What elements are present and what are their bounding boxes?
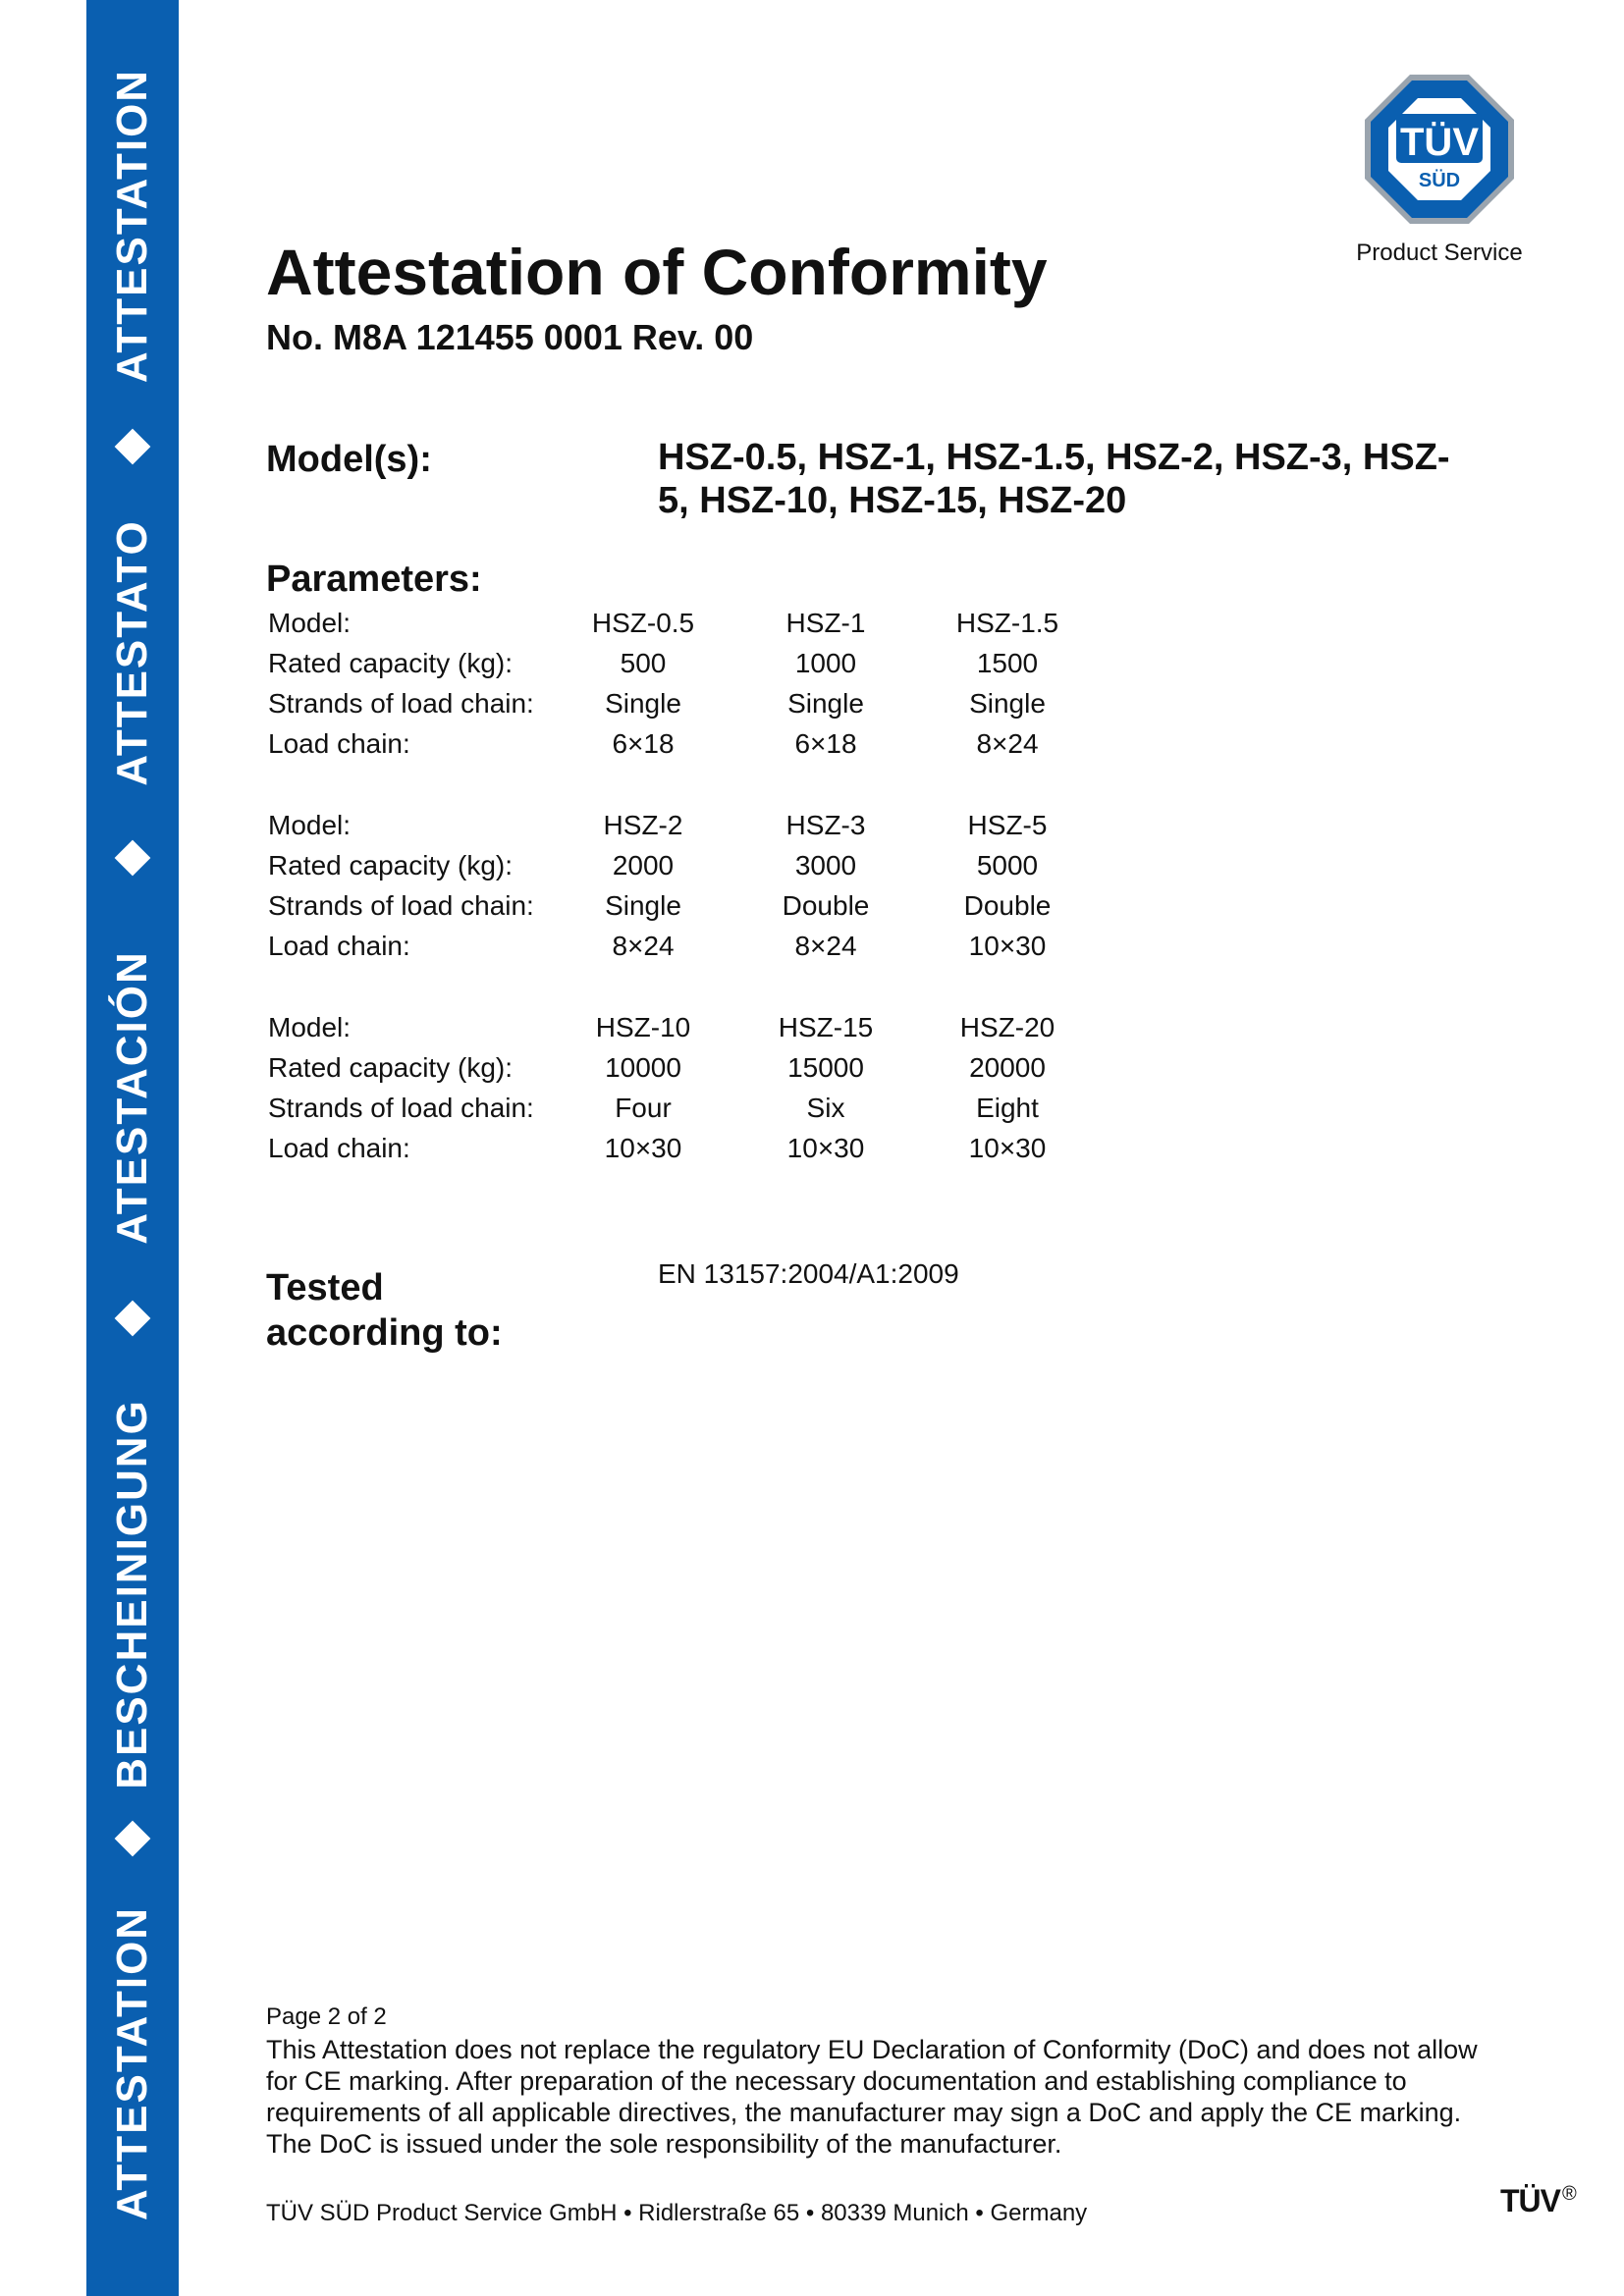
models-value-line-2: 5, HSZ-10, HSZ-15, HSZ-20 <box>658 480 1127 522</box>
param-label-chain: Load chain: <box>268 728 410 759</box>
param-row-strands <box>266 683 1169 723</box>
param-row-capacity <box>266 1047 1169 1088</box>
param-value: Four <box>615 1093 672 1123</box>
tested-label-line-2: according to: <box>266 1311 503 1354</box>
param-value: 500 <box>620 648 667 678</box>
param-value: 10×30 <box>968 1133 1047 1163</box>
banner-diamond <box>115 429 151 465</box>
param-value: 15000 <box>787 1052 864 1083</box>
parameter-group-1 <box>266 603 1169 764</box>
param-value: Single <box>969 688 1046 719</box>
tested-label-line-1: Tested <box>266 1267 384 1308</box>
param-value: 6×18 <box>794 728 857 759</box>
param-row-strands <box>266 1088 1169 1128</box>
param-value: Six <box>806 1093 845 1123</box>
param-value: HSZ-2 <box>603 810 683 840</box>
param-value: 2000 <box>612 850 675 881</box>
document-number: No. M8A 121455 0001 Rev. 00 <box>266 317 754 357</box>
logo-caption: Product Service <box>1356 240 1523 266</box>
param-value: HSZ-20 <box>959 1012 1056 1042</box>
disclaimer-text: This Attestation does not replace the regulatory EU Declaration of Conformity (DoC) and does not allow for CE marking. After preparation of the necessary documentation and establishing compliance to requirements of all applicable directives, the manufacturer may sign a DoC and apply the CE marking. The DoC is issued under the sole responsibility of the manufacturer. <box>266 2035 1478 2159</box>
param-value: Single <box>787 688 864 719</box>
param-value: 10000 <box>605 1052 681 1083</box>
banner-text-bescheinigung: BESCHEINIGUNG <box>108 1399 156 1789</box>
param-value: HSZ-0.5 <box>591 608 695 638</box>
parameter-group-3 <box>266 1007 1169 1168</box>
param-value: 1500 <box>976 648 1039 678</box>
parameters-label: Parameters: <box>266 559 482 600</box>
param-value: Double <box>782 890 870 921</box>
param-row-capacity <box>266 845 1169 885</box>
param-value: HSZ-1.5 <box>955 608 1059 638</box>
param-row-chain <box>266 723 1169 764</box>
company-address: TÜV SÜD Product Service GmbH • Ridlerstraße 65 • 80339 Munich • Germany <box>266 2200 1088 2226</box>
param-value: Double <box>963 890 1052 921</box>
param-value: 20000 <box>969 1052 1046 1083</box>
param-row-strands <box>266 885 1169 926</box>
param-label-capacity: Rated capacity (kg): <box>268 1052 513 1083</box>
param-row-chain <box>266 1128 1169 1168</box>
param-row-capacity <box>266 643 1169 683</box>
param-value: Eight <box>976 1093 1039 1123</box>
param-value: HSZ-3 <box>785 810 866 840</box>
param-value: HSZ-1 <box>785 608 866 638</box>
banner-text-attestation-top: ATTESTATION <box>108 68 156 384</box>
param-label-chain: Load chain: <box>268 1133 410 1163</box>
param-label-strands: Strands of load chain: <box>268 890 534 921</box>
param-label-strands: Strands of load chain: <box>268 688 534 719</box>
param-value: 10×30 <box>968 931 1047 961</box>
param-label-model: Model: <box>268 810 352 840</box>
param-label-capacity: Rated capacity (kg): <box>268 648 513 678</box>
param-value: Single <box>605 688 681 719</box>
param-value: 8×24 <box>976 728 1039 759</box>
tuv-octagon-icon <box>1363 73 1516 226</box>
param-value: 10×30 <box>786 1133 865 1163</box>
param-label-strands: Strands of load chain: <box>268 1093 534 1123</box>
registered-mark: ® <box>1562 2183 1576 2206</box>
footer-brand-text: TÜV <box>1500 2183 1560 2218</box>
banner-diamond <box>115 1821 151 1857</box>
param-row-model <box>266 805 1169 845</box>
param-value: HSZ-10 <box>595 1012 691 1042</box>
param-value: 5000 <box>976 850 1039 881</box>
banner-text-attestation-bottom: ATTESTATION <box>108 1905 156 2221</box>
param-value: 1000 <box>794 648 857 678</box>
param-value: 3000 <box>794 850 857 881</box>
banner-diamond <box>115 840 151 877</box>
param-value: 8×24 <box>794 931 857 961</box>
models-value <box>658 436 1492 523</box>
side-banner <box>86 0 179 2296</box>
parameter-group-2 <box>266 805 1169 966</box>
param-row-model <box>266 1007 1169 1047</box>
param-label-capacity: Rated capacity (kg): <box>268 850 513 881</box>
models-label: Model(s): <box>266 439 432 480</box>
banner-text-attestato: ATTESTATO <box>108 519 156 786</box>
param-value: HSZ-15 <box>778 1012 874 1042</box>
tested-standard: EN 13157:2004/A1:2009 <box>658 1258 959 1289</box>
logo-mark: TÜV <box>1400 121 1479 164</box>
param-label-chain: Load chain: <box>268 931 410 961</box>
tested-label <box>266 1266 503 1356</box>
param-value: 6×18 <box>612 728 675 759</box>
document-title: Attestation of Conformity <box>266 236 1048 308</box>
param-value: 10×30 <box>604 1133 682 1163</box>
param-value: Single <box>605 890 681 921</box>
param-value: HSZ-5 <box>967 810 1048 840</box>
param-label-model: Model: <box>268 608 352 638</box>
footer-tuv-logo <box>1500 2183 1576 2219</box>
models-value-line-1: HSZ-0.5, HSZ-1, HSZ-1.5, HSZ-2, HSZ-3, HSZ- <box>658 437 1450 478</box>
param-label-model: Model: <box>268 1012 352 1042</box>
param-row-chain <box>266 926 1169 966</box>
param-row-model <box>266 603 1169 643</box>
logo-sub: SÜD <box>1418 170 1461 191</box>
tuv-sud-logo <box>1363 73 1516 226</box>
param-value: 8×24 <box>612 931 675 961</box>
page-number: Page 2 of 2 <box>266 2003 387 2030</box>
banner-diamond <box>115 1301 151 1337</box>
banner-text-atestacion: ATESTACIÓN <box>108 950 156 1245</box>
